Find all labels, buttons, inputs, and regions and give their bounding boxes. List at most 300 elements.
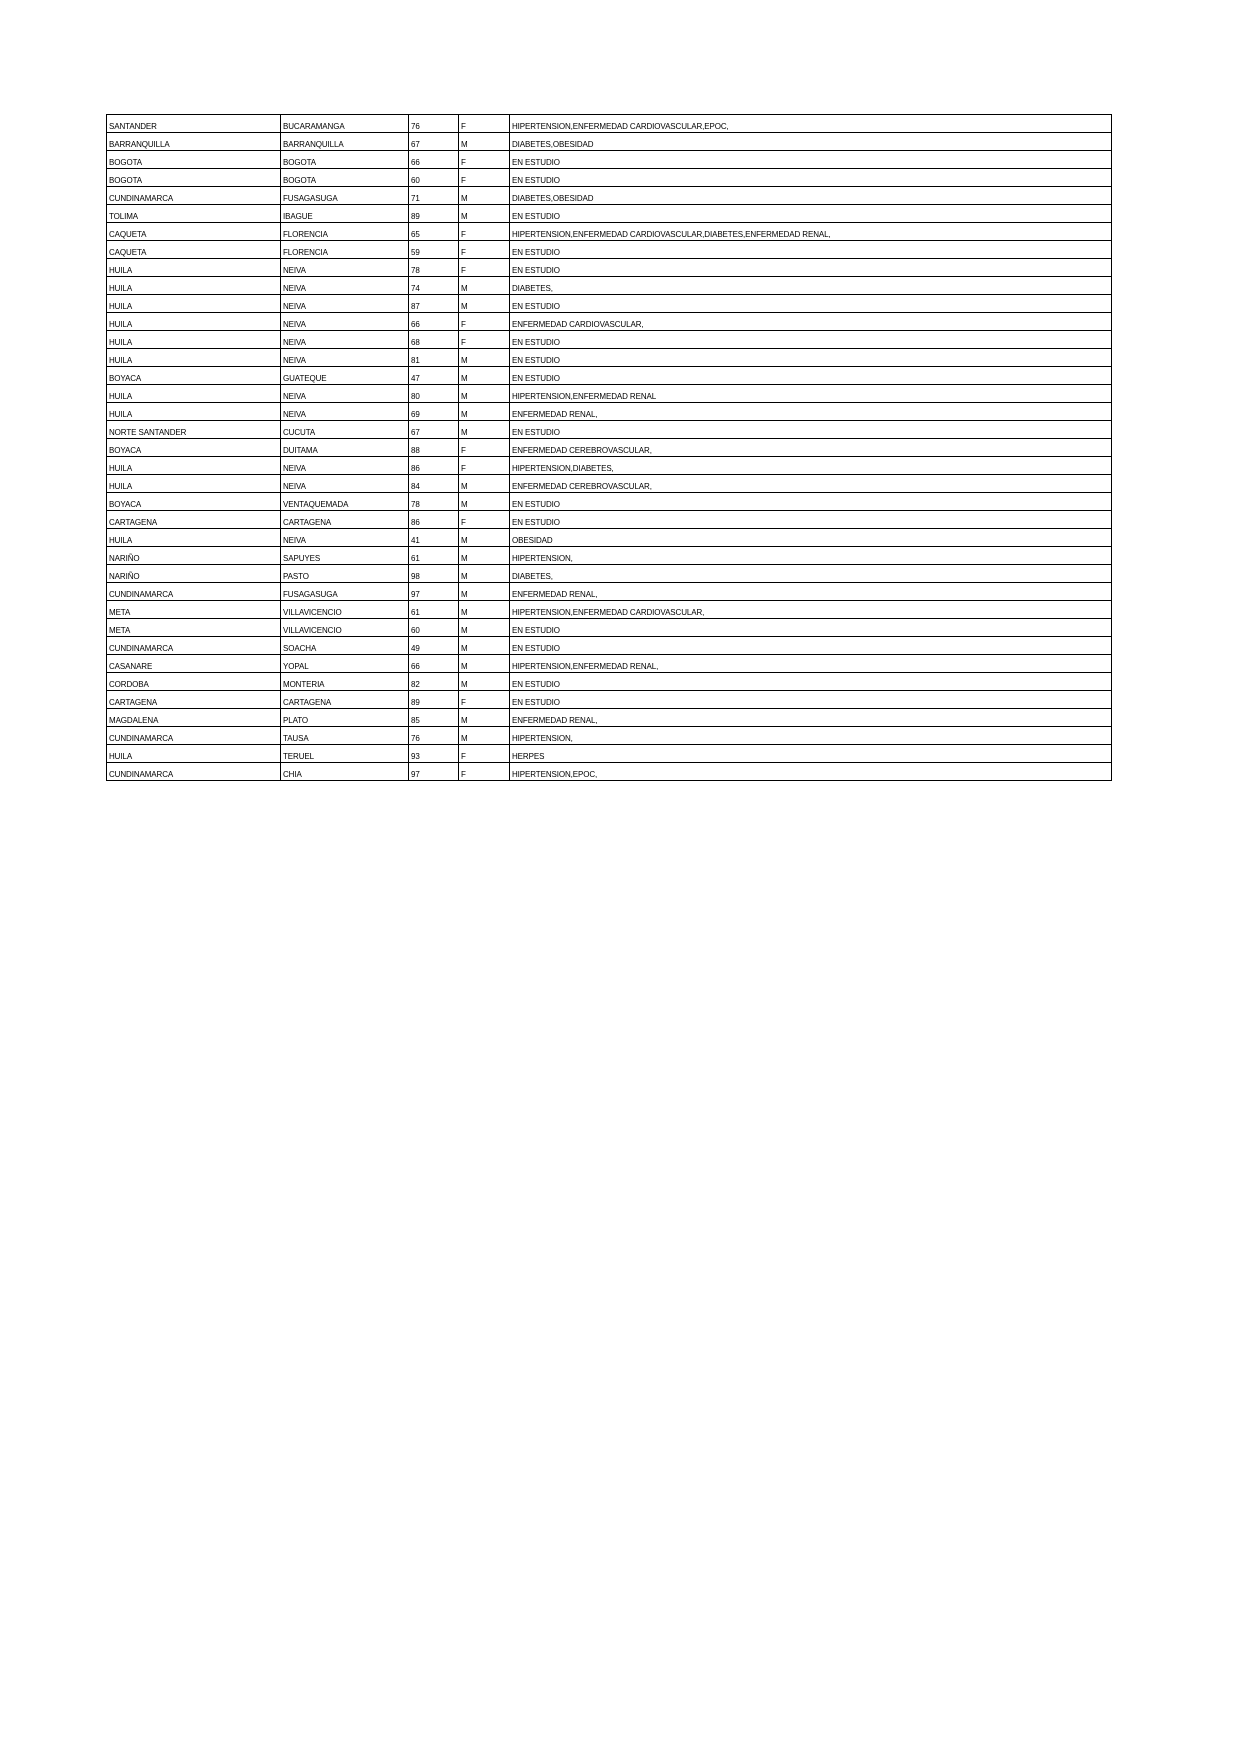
municipality-text: FUSAGASUGA [283,194,338,203]
diagnosis-text: EN ESTUDIO [512,356,560,365]
age-cell [409,565,459,583]
department-cell [107,601,281,619]
sex-text: F [461,122,466,131]
age-text: 61 [411,554,420,563]
municipality-cell [281,367,409,385]
sex-cell [459,727,510,745]
age-cell [409,457,459,475]
sex-cell [459,457,510,475]
age-text: 81 [411,356,420,365]
sex-text: F [461,230,466,239]
age-text: 86 [411,518,420,527]
age-cell [409,205,459,223]
age-text: 86 [411,464,420,473]
municipality-cell [281,547,409,565]
table-row [107,421,1112,439]
age-cell [409,169,459,187]
age-text: 78 [411,500,420,509]
diagnosis-cell [510,691,1112,709]
department-text: CAQUETA [109,248,147,257]
municipality-text: NEIVA [283,338,306,347]
sex-text: F [461,698,466,707]
sex-cell [459,619,510,637]
diagnosis-cell [510,187,1112,205]
sex-cell [459,673,510,691]
municipality-cell [281,619,409,637]
diagnosis-cell [510,457,1112,475]
sex-text: M [461,608,468,617]
age-text: 76 [411,734,420,743]
municipality-text: NEIVA [283,536,306,545]
age-text: 66 [411,662,420,671]
age-text: 97 [411,590,420,599]
age-cell [409,295,459,313]
sex-text: M [461,554,468,563]
municipality-cell [281,529,409,547]
municipality-cell [281,223,409,241]
department-text: HUILA [109,482,133,491]
sex-text: M [461,140,468,149]
department-text: CUNDINAMARCA [109,590,174,599]
age-text: 65 [411,230,420,239]
department-cell [107,223,281,241]
diagnosis-text: EN ESTUDIO [512,338,560,347]
diagnosis-text: EN ESTUDIO [512,212,560,221]
diagnosis-text: EN ESTUDIO [512,374,560,383]
sex-text: F [461,752,466,761]
age-text: 66 [411,158,420,167]
municipality-text: MONTERIA [283,680,325,689]
table-row [107,115,1112,133]
department-text: HUILA [109,536,133,545]
age-text: 76 [411,122,420,131]
department-text: NARIÑO [109,554,140,563]
diagnosis-text: HIPERTENSION,ENFERMEDAD CARDIOVASCULAR, [512,608,705,617]
diagnosis-cell [510,403,1112,421]
sex-cell [459,241,510,259]
sex-cell [459,349,510,367]
municipality-cell [281,565,409,583]
age-text: 97 [411,770,420,779]
municipality-cell [281,511,409,529]
department-text: CORDOBA [109,680,149,689]
age-cell [409,727,459,745]
department-text: CUNDINAMARCA [109,770,174,779]
department-text: HUILA [109,356,133,365]
municipality-text: VENTAQUEMADA [283,500,349,509]
sex-text: F [461,266,466,275]
municipality-cell [281,151,409,169]
age-cell [409,259,459,277]
sex-cell [459,565,510,583]
diagnosis-text: HIPERTENSION,ENFERMEDAD RENAL, [512,662,659,671]
municipality-text: NEIVA [283,410,306,419]
sex-text: F [461,338,466,347]
department-cell [107,169,281,187]
diagnosis-cell [510,583,1112,601]
department-text: CASANARE [109,662,153,671]
table-row [107,691,1112,709]
table-row [107,475,1112,493]
sex-cell [459,475,510,493]
department-cell [107,475,281,493]
municipality-cell [281,385,409,403]
municipality-cell [281,745,409,763]
age-cell [409,637,459,655]
sex-cell [459,691,510,709]
sex-cell [459,205,510,223]
sex-text: F [461,158,466,167]
sex-cell [459,637,510,655]
department-cell [107,619,281,637]
diagnosis-text: HIPERTENSION, [512,734,573,743]
sex-text: M [461,410,468,419]
sex-cell [459,709,510,727]
table-body [107,115,1112,781]
municipality-cell [281,187,409,205]
department-cell [107,583,281,601]
age-text: 67 [411,428,420,437]
sex-text: M [461,734,468,743]
diagnosis-cell [510,367,1112,385]
age-text: 88 [411,446,420,455]
municipality-cell [281,313,409,331]
municipality-text: FLORENCIA [283,248,328,257]
table-row [107,187,1112,205]
municipality-text: YOPAL [283,662,309,671]
diagnosis-text: EN ESTUDIO [512,428,560,437]
department-text: MAGDALENA [109,716,159,725]
table-row [107,547,1112,565]
sex-cell [459,547,510,565]
municipality-text: CARTAGENA [283,698,332,707]
diagnosis-text: EN ESTUDIO [512,500,560,509]
municipality-cell [281,331,409,349]
department-cell [107,295,281,313]
municipality-cell [281,637,409,655]
municipality-cell [281,655,409,673]
department-cell [107,709,281,727]
diagnosis-cell [510,313,1112,331]
age-text: 41 [411,536,420,545]
table-row [107,259,1112,277]
sex-cell [459,259,510,277]
department-text: HUILA [109,410,133,419]
department-cell [107,205,281,223]
municipality-text: IBAGUE [283,212,313,221]
diagnosis-text: EN ESTUDIO [512,518,560,527]
municipality-cell [281,601,409,619]
municipality-cell [281,259,409,277]
department-cell [107,331,281,349]
table-row [107,385,1112,403]
age-cell [409,709,459,727]
department-cell [107,259,281,277]
diagnosis-text: HIPERTENSION,ENFERMEDAD RENAL [512,392,657,401]
sex-cell [459,529,510,547]
diagnosis-text: HIPERTENSION,ENFERMEDAD CARDIOVASCULAR,EPOC, [512,122,729,131]
municipality-text: NEIVA [283,302,306,311]
sex-text: M [461,590,468,599]
table-row [107,763,1112,781]
sex-text: M [461,644,468,653]
municipality-cell [281,205,409,223]
municipality-cell [281,403,409,421]
department-text: SANTANDER [109,122,157,131]
department-text: CARTAGENA [109,518,158,527]
municipality-cell [281,457,409,475]
diagnosis-cell [510,475,1112,493]
age-cell [409,367,459,385]
municipality-text: NEIVA [283,284,306,293]
age-text: 89 [411,698,420,707]
municipality-text: TERUEL [283,752,314,761]
age-cell [409,511,459,529]
department-cell [107,241,281,259]
municipality-cell [281,277,409,295]
diagnosis-text: EN ESTUDIO [512,680,560,689]
department-text: HUILA [109,392,133,401]
diagnosis-cell [510,601,1112,619]
age-cell [409,403,459,421]
age-text: 47 [411,374,420,383]
age-text: 69 [411,410,420,419]
department-cell [107,439,281,457]
table-row [107,349,1112,367]
department-cell [107,133,281,151]
sex-cell [459,439,510,457]
municipality-cell [281,115,409,133]
sex-cell [459,331,510,349]
sex-cell [459,511,510,529]
sex-text: M [461,482,468,491]
diagnosis-cell [510,241,1112,259]
sex-cell [459,313,510,331]
department-cell [107,529,281,547]
age-cell [409,529,459,547]
diagnosis-text: EN ESTUDIO [512,158,560,167]
diagnosis-text: EN ESTUDIO [512,698,560,707]
department-text: META [109,608,131,617]
age-cell [409,223,459,241]
age-text: 78 [411,266,420,275]
sex-text: M [461,680,468,689]
diagnosis-cell [510,223,1112,241]
sex-cell [459,655,510,673]
sex-text: M [461,194,468,203]
municipality-cell [281,727,409,745]
department-cell [107,457,281,475]
sex-text: M [461,716,468,725]
municipality-text: SAPUYES [283,554,321,563]
age-cell [409,187,459,205]
diagnosis-cell [510,133,1112,151]
sex-cell [459,169,510,187]
municipality-cell [281,709,409,727]
age-text: 85 [411,716,420,725]
age-text: 74 [411,284,420,293]
diagnosis-text: DIABETES, [512,572,553,581]
municipality-text: NEIVA [283,266,306,275]
department-cell [107,493,281,511]
age-text: 49 [411,644,420,653]
age-text: 60 [411,176,420,185]
department-cell [107,655,281,673]
department-text: BOGOTA [109,176,143,185]
age-cell [409,763,459,781]
department-cell [107,313,281,331]
age-cell [409,115,459,133]
department-cell [107,385,281,403]
sex-text: F [461,446,466,455]
department-text: CUNDINAMARCA [109,644,174,653]
age-cell [409,547,459,565]
age-cell [409,439,459,457]
diagnosis-cell [510,637,1112,655]
sex-text: M [461,626,468,635]
municipality-cell [281,493,409,511]
municipality-text: BOGOTA [283,176,317,185]
department-cell [107,727,281,745]
diagnosis-text: DIABETES,OBESIDAD [512,194,594,203]
municipality-cell [281,763,409,781]
age-cell [409,277,459,295]
diagnosis-cell [510,277,1112,295]
table-row [107,403,1112,421]
table-row [107,151,1112,169]
table-row [107,331,1112,349]
diagnosis-cell [510,511,1112,529]
sex-cell [459,583,510,601]
municipality-text: CHIA [283,770,302,779]
department-cell [107,367,281,385]
age-text: 60 [411,626,420,635]
sex-text: M [461,392,468,401]
diagnosis-cell [510,421,1112,439]
department-text: NARIÑO [109,572,140,581]
sex-cell [459,601,510,619]
sex-text: M [461,374,468,383]
department-text: HUILA [109,284,133,293]
diagnosis-text: EN ESTUDIO [512,176,560,185]
age-text: 66 [411,320,420,329]
table-row [107,457,1112,475]
municipality-text: BUCARAMANGA [283,122,345,131]
age-text: 61 [411,608,420,617]
sex-cell [459,133,510,151]
table-row [107,367,1112,385]
municipality-text: TAUSA [283,734,309,743]
diagnosis-cell [510,439,1112,457]
department-cell [107,511,281,529]
sex-cell [459,151,510,169]
age-cell [409,619,459,637]
sex-cell [459,187,510,205]
department-cell [107,403,281,421]
sex-cell [459,763,510,781]
municipality-text: BOGOTA [283,158,317,167]
diagnosis-cell [510,619,1112,637]
table-row [107,133,1112,151]
municipality-text: NEIVA [283,320,306,329]
sex-cell [459,295,510,313]
municipality-cell [281,439,409,457]
diagnosis-text: HIPERTENSION, [512,554,573,563]
age-cell [409,349,459,367]
department-text: HUILA [109,464,133,473]
diagnosis-text: HIPERTENSION,EPOC, [512,770,598,779]
diagnosis-text: EN ESTUDIO [512,644,560,653]
age-cell [409,151,459,169]
diagnosis-cell [510,151,1112,169]
department-cell [107,637,281,655]
department-text: TOLIMA [109,212,139,221]
municipality-cell [281,583,409,601]
table-row [107,655,1112,673]
department-text: CUNDINAMARCA [109,194,174,203]
department-cell [107,277,281,295]
diagnosis-text: HERPES [512,752,545,761]
sex-text: F [461,176,466,185]
diagnosis-cell [510,295,1112,313]
sex-text: M [461,500,468,509]
sex-text: M [461,356,468,365]
sex-text: M [461,212,468,221]
age-cell [409,601,459,619]
municipality-text: GUATEQUE [283,374,327,383]
sex-cell [459,493,510,511]
department-text: BOYACA [109,374,142,383]
department-cell [107,547,281,565]
table-row [107,673,1112,691]
department-text: CAQUETA [109,230,147,239]
diagnosis-cell [510,205,1112,223]
sex-cell [459,745,510,763]
diagnosis-cell [510,331,1112,349]
sex-text: F [461,518,466,527]
age-cell [409,745,459,763]
department-text: META [109,626,131,635]
municipality-text: FLORENCIA [283,230,328,239]
municipality-text: VILLAVICENCIO [283,626,342,635]
diagnosis-text: EN ESTUDIO [512,248,560,257]
age-text: 68 [411,338,420,347]
diagnosis-text: HIPERTENSION,ENFERMEDAD CARDIOVASCULAR,DIABETES,ENFERMEDAD RENAL, [512,230,831,239]
age-text: 59 [411,248,420,257]
age-cell [409,313,459,331]
diagnosis-text: OBESIDAD [512,536,553,545]
department-cell [107,745,281,763]
department-text: BOYACA [109,446,142,455]
age-text: 93 [411,752,420,761]
table-row [107,277,1112,295]
diagnosis-cell [510,709,1112,727]
age-text: 82 [411,680,420,689]
sex-text: F [461,464,466,473]
table-row [107,295,1112,313]
diagnosis-text: DIABETES,OBESIDAD [512,140,594,149]
department-text: HUILA [109,338,133,347]
department-text: CARTAGENA [109,698,158,707]
table-row [107,493,1112,511]
municipality-cell [281,691,409,709]
municipality-text: NEIVA [283,482,306,491]
municipality-text: PASTO [283,572,309,581]
age-cell [409,475,459,493]
diagnosis-cell [510,529,1112,547]
table-row [107,565,1112,583]
department-text: BOGOTA [109,158,143,167]
